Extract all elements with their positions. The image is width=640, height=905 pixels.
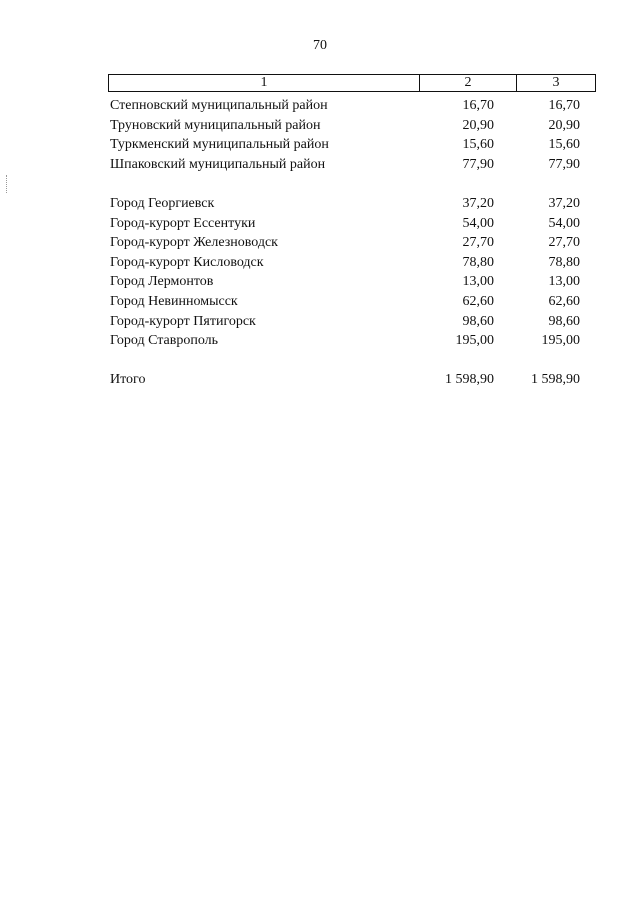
column-header-1: 1 [109,75,420,91]
page-number: 70 [313,38,327,53]
row-value-2: 98,60 [462,313,494,329]
row-name: Город-курорт Кисловодск [110,254,264,270]
row-value-2: 15,60 [462,137,494,153]
row-name: Город-курорт Железноводск [110,235,278,251]
row-name: Город Георгиевск [110,195,215,211]
margin-mark [6,175,8,193]
table-row [110,233,580,253]
table-row [110,312,580,332]
row-value-2: 62,60 [462,293,494,309]
total-row [110,370,580,390]
total-value-3: 1 598,90 [531,372,580,388]
table-row [110,253,580,273]
row-value-3: 78,80 [548,254,580,270]
table-row [110,272,580,292]
table-row [110,214,580,234]
row-value-3: 77,90 [548,156,580,172]
row-value-3: 27,70 [548,235,580,251]
group-spacer [110,174,580,194]
row-name: Город-курорт Ессентуки [110,215,256,231]
row-name: Город Невинномысск [110,293,238,309]
row-value-3: 15,60 [548,137,580,153]
row-name: Город Ставрополь [110,333,219,349]
group-spacer [110,351,580,371]
row-value-3: 54,00 [548,215,580,231]
row-value-2: 78,80 [462,254,494,270]
table-row [110,135,580,155]
row-value-3: 98,60 [548,313,580,329]
row-name: Туркменский муниципальный район [110,137,329,153]
row-value-2: 27,70 [462,235,494,251]
row-name: Труновский муниципальный район [110,117,321,133]
row-name: Город Лермонтов [110,274,214,290]
table-header [108,74,596,92]
row-value-3: 16,70 [548,98,580,113]
row-value-3: 62,60 [548,293,580,309]
row-value-2: 54,00 [462,215,494,231]
total-label: Итого [110,372,146,388]
total-value-2: 1 598,90 [445,372,494,388]
row-value-2: 20,90 [462,117,494,133]
row-value-2: 37,20 [462,195,494,211]
table-row [110,116,580,136]
column-header-3: 3 [552,75,560,90]
row-name: Шпаковский муниципальный район [110,156,326,172]
row-value-2: 77,90 [462,156,494,172]
table-row [110,194,580,214]
column-header-2: 2 [420,75,517,91]
row-value-2: 13,00 [462,274,494,290]
table-row [110,292,580,312]
row-value-3: 20,90 [548,117,580,133]
row-value-2: 195,00 [455,333,494,349]
table-row [110,155,580,175]
row-value-2: 16,70 [462,98,494,113]
row-value-3: 37,20 [548,195,580,211]
table-body [110,96,580,390]
table-row [110,96,580,116]
row-value-3: 13,00 [548,274,580,290]
row-name: Город-курорт Пятигорск [110,313,256,329]
row-name: Степновский муниципальный район [110,98,328,113]
row-value-3: 195,00 [541,333,580,349]
table-row [110,331,580,351]
